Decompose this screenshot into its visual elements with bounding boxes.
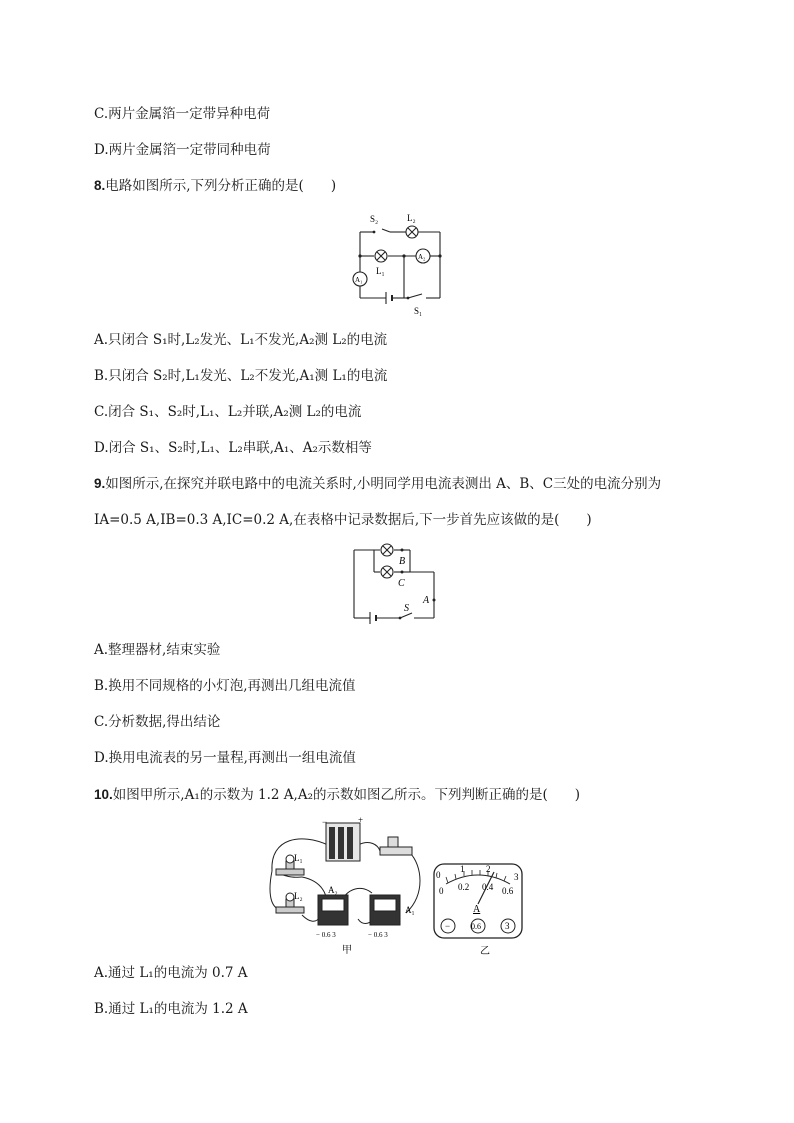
- q10-yi-tick-bottom-1: 0.2: [458, 882, 470, 892]
- q10-figure-yi-ammeter: [430, 862, 526, 958]
- q8-label-s1: S₁: [414, 306, 423, 316]
- q8-label-s2: S₂: [370, 214, 379, 224]
- q10-jia-l2: L₂: [294, 891, 303, 901]
- q10-number: 10.: [94, 787, 113, 802]
- q10-yi-terminal-minus: −: [445, 921, 451, 931]
- q9-option-c: C.分析数据,得出结论: [94, 714, 221, 730]
- q9-option-a: A.整理器材,结束实验: [94, 642, 221, 658]
- q8-option-d: D.闭合 S₁、S₂时,L₁、L₂串联,A₁、A₂示数相等: [94, 440, 372, 456]
- q8-option-c: C.闭合 S₁、S₂时,L₁、L₂并联,A₂测 L₂的电流: [94, 404, 362, 420]
- q10-jia-terminals-a2: − 0.6 3: [316, 931, 336, 939]
- q10-yi-tick-bottom-0: 0: [439, 886, 444, 896]
- q10-yi-tick-top-2: 2: [486, 864, 491, 874]
- q8-option-b: B.只闭合 S₂时,L₁发光、L₂不发光,A₁测 L₁的电流: [94, 368, 388, 384]
- q10-jia-terminals-a1: − 0.6 3: [368, 931, 388, 939]
- q9-stem-1: [94, 475, 661, 493]
- q10-jia-l1: L₁: [294, 853, 303, 863]
- q8-label-l2: L₂: [407, 213, 416, 223]
- q10-jia-caption: 甲: [342, 945, 352, 956]
- q10-stem-text: 如图甲所示,A₁的示数为 1.2 A,A₂的示数如图乙所示。下列判断正确的是( ): [112, 787, 581, 803]
- q10-yi-caption: 乙: [480, 946, 490, 957]
- q10-option-b: B.通过 L₁的电流为 1.2 A: [94, 1001, 248, 1017]
- q8-label-a1: A₁: [355, 276, 363, 284]
- q10-jia-minus: −: [322, 817, 328, 827]
- q10-stem: [94, 786, 580, 804]
- q10-jia-plus: +: [358, 815, 364, 825]
- q9-option-b: B.换用不同规格的小灯泡,再测出几组电流值: [94, 678, 356, 694]
- q9-label-a: A: [423, 595, 430, 606]
- q9-option-d: D.换用电流表的另一量程,再测出一组电流值: [94, 750, 356, 766]
- q10-yi-tick-bottom-2: 0.4: [482, 882, 494, 892]
- q9-label-s: S: [404, 603, 409, 614]
- q10-yi-terminal-0.6: 0.6: [471, 922, 481, 931]
- q9-stem-2: IA=0.5 A,IB=0.3 A,IC=0.2 A,在表格中记录数据后,下一步首先应该做的是( ): [94, 512, 592, 528]
- q8-number: 8.: [94, 178, 106, 193]
- q8-circuit-diagram: [352, 208, 448, 320]
- q10-jia-a1: A₁: [405, 905, 415, 915]
- q7-option-d: D.两片金属箔一定带同种电荷: [94, 142, 271, 158]
- q10-jia-a2: A₂: [328, 885, 338, 895]
- q10-yi-tick-top-1: 1: [460, 864, 465, 874]
- q7-option-c: C.两片金属箔一定带异种电荷: [94, 106, 271, 122]
- q8-option-a: A.只闭合 S₁时,L₂发光、L₁不发光,A₂测 L₂的电流: [94, 332, 388, 348]
- q9-circuit-diagram: [350, 542, 440, 624]
- q10-figure-jia: [262, 815, 430, 957]
- q10-yi-tick-top-0: 0: [436, 870, 441, 880]
- q8-label-l1: L₁: [376, 266, 385, 276]
- q10-option-a: A.通过 L₁的电流为 0.7 A: [94, 965, 248, 981]
- q10-yi-tick-top-3: 3: [514, 872, 519, 882]
- q10-yi-terminal-3: 3: [505, 921, 510, 931]
- q10-yi-unit: A: [473, 904, 481, 915]
- q8-label-a2: A₂: [418, 253, 426, 261]
- q9-number: 9.: [94, 476, 106, 491]
- q10-yi-tick-bottom-3: 0.6: [502, 886, 514, 896]
- q9-label-b: B: [399, 556, 406, 567]
- q9-stem-text-1: 如图所示,在探究并联电路中的电流关系时,小明同学用电流表测出 A、B、C三处的电流分别为: [105, 476, 662, 492]
- q9-label-c: C: [398, 578, 405, 589]
- q8-stem-text: 电路如图所示,下列分析正确的是( ): [105, 178, 337, 194]
- q8-stem: [94, 177, 336, 195]
